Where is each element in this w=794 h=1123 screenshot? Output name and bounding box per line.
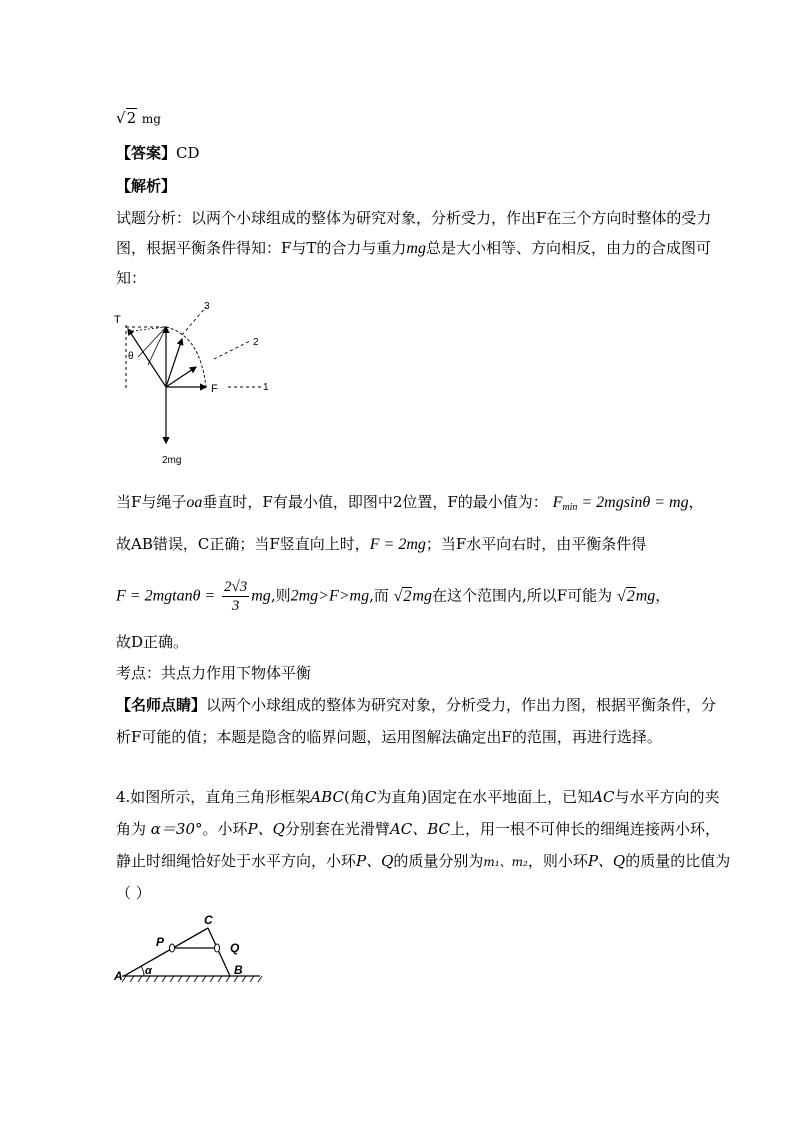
explain-line-2: 故AB错误，C正确；当F竖直向上时，F = 2mg；当F水平向右时，由平衡条件得 <box>116 535 647 553</box>
f-eq-2mg: F = 2mg <box>369 536 426 553</box>
explain-line-4: 故D正确。 <box>116 633 189 651</box>
analysis-line-1: 试题分析：以两个小球组成的整体为研究对象，分析受力，作出F在三个方向时整体的受力 <box>116 209 712 227</box>
answer-value: CD <box>176 144 200 162</box>
label-b: B <box>234 963 243 977</box>
label-2mg: 2mg <box>162 455 182 466</box>
fraction-2sqrt3-over-3: $\frac{2√3}{3}$ <box>224 579 248 614</box>
force-f-2 <box>166 367 196 387</box>
q4-line-2: 角为 α＝30°。小环P、Q分别套在光滑臂AC、BC上，用一根不可伸长的细绳连接两小环， <box>116 820 721 838</box>
option-d <box>116 107 161 130</box>
force-f-3 <box>166 339 182 387</box>
explain-line-3: F = 2mgtanθ = $\frac{2√3}{3}$ mg,则2mg>F>mg,而 √2mg在这个范围内,所以F可能为 √2mg， <box>116 579 671 614</box>
label-a: A <box>114 969 123 983</box>
label-alpha: α <box>145 965 152 977</box>
option-d-unit: mg <box>141 112 161 126</box>
label-dir3: 3 <box>204 301 210 312</box>
sqrt-symbol: √2 <box>116 109 137 127</box>
label-theta: θ <box>128 351 134 362</box>
label-dir1: 1 <box>263 382 269 393</box>
analysis-line-3: 知： <box>116 269 147 287</box>
label-t: T <box>114 314 121 326</box>
fmin-formula: $F_{min} = 2mgsin\theta$ = mg <box>552 494 689 513</box>
q4-line-1: 4.如图所示，直角三角形框架ABC(角C为直角)固定在水平地面上，已知AC与水平方向的夹 <box>116 788 720 806</box>
analysis-line-2: 图，根据平衡条件得知：F与T的合力与重力mg总是大小相等、方向相反，由力的合成图可 <box>116 239 711 257</box>
masses: m₁、m₂ <box>483 855 528 869</box>
kaodian: 考点：共点力作用下物体平衡 <box>116 664 312 682</box>
tips-label: 【名师点睛】 <box>116 696 207 714</box>
f-tan-formula: F = 2mgtanθ = <box>116 587 216 605</box>
label-dir2: 2 <box>253 337 259 348</box>
alpha-value: α＝30° <box>150 820 203 838</box>
ring-p <box>170 944 175 952</box>
explain-line-1: 当F与绳子oa垂直时，F有最小值，即图中2位置，F的最小值为： $F_{min} = 2mgsin\theta$ = mg， <box>116 493 704 513</box>
answer-label: 【答案】 <box>116 144 177 162</box>
mg-symbol: mg <box>406 240 426 257</box>
q4-options-paren: （ ） <box>116 884 151 902</box>
oa-symbol: oa <box>186 494 203 511</box>
label-c: C <box>204 913 213 927</box>
label-f: F <box>211 383 218 395</box>
inequality: 2mg>F>mg <box>290 587 370 605</box>
tips-line-2: 析F可能的值；本题是隐含的临界问题，运用图解法确定出F的范围，再进行选择。 <box>116 728 662 746</box>
analysis-label: 【解析】 <box>116 177 177 195</box>
arm-bc <box>208 928 230 976</box>
rope-line <box>128 329 166 387</box>
label-p: P <box>156 935 165 949</box>
arm-ac <box>124 928 208 976</box>
q4-line-3: 静止时细绳恰好处于水平方向，小环P、Q的质量分别为m₁、m₂，则小环P、Q的质量的比值为 <box>116 852 731 870</box>
triangle-frame-diagram <box>112 910 272 990</box>
tips-line-1: 【名师点睛】以两个小球组成的整体为研究对象，分析受力，作出力图，根据平衡条件，分 <box>116 696 717 714</box>
answer-line <box>116 142 200 164</box>
force-diagram <box>110 295 280 470</box>
sqrt2mg-2: √2 <box>616 587 635 605</box>
ring-q <box>215 944 220 952</box>
sqrt2mg-1: √2 <box>393 587 412 605</box>
label-q: Q <box>230 941 240 955</box>
